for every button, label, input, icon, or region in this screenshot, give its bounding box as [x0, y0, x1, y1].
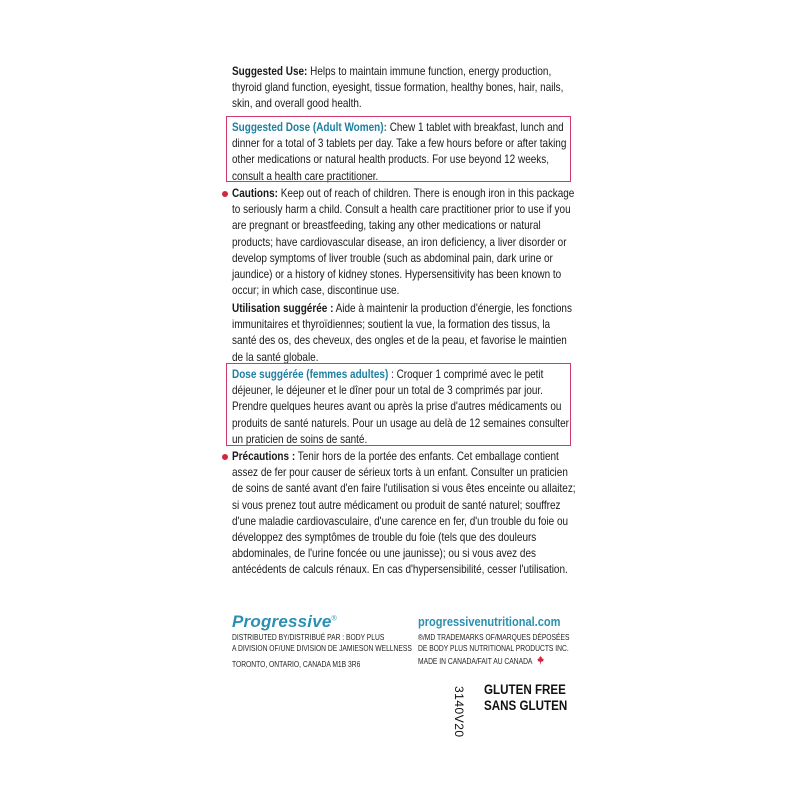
suggested-use-heading: Suggested Use:	[232, 65, 308, 78]
distributor-line-3: TORONTO, ONTARIO, CANADA M1B 3R6	[232, 660, 361, 669]
suggested-dose-box	[226, 116, 571, 182]
utilisation-text: Aide à maintenir la production d'énergie, les fonctions immunitaires et thyroïdiennes; soutient la vue, la formation des tissus, la santé des os, des cheveux, des ongles et de la peau, et favorise le maintien de la santé globale.	[232, 302, 572, 364]
progressive-logo	[232, 612, 337, 632]
utilisation-heading: Utilisation suggérée :	[232, 302, 334, 315]
distributor-line-1: DISTRIBUTED BY/DISTRIBUÉ PAR : BODY PLUS	[232, 633, 385, 642]
cautions-bullet	[222, 191, 228, 197]
cautions-section	[232, 186, 577, 299]
gluten-free-line: GLUTEN FREE	[484, 682, 566, 697]
cautions-heading: Cautions:	[232, 187, 278, 200]
suggested-use-section	[232, 64, 577, 113]
made-in-canada-line	[418, 655, 545, 668]
made-in-canada-text: MADE IN CANADA/FAIT AU CANADA	[418, 657, 533, 666]
dose-fr-text: : Croquer 1 comprimé avec le petit déjeuner, le déjeuner et le dîner pour un total de 3 comprimés par jour. Prendre quelques heures avant ou après la prise d'autres médicaments ou produits de santé naturels. Pour un usage au delà de 12 semaines consulter un praticien de soins de santé.	[232, 368, 570, 446]
precautions-text: Tenir hors de la portée des enfants. Cet emballage contient assez de fer pour causer de sérieux torts à un enfant. Consulter un praticien de soins de santé avant d'en faire l'utilisation si vous êtes enceinte ou allaitez; si vous prenez tout autre médicament ou produit de santé naturel; souffrez d'une maladie cardiovasculaire, d'une carence en fer, d'un trouble du foie ou développez des symptômes de trouble du foie (tels que des douleurs abdominales, de l'urine foncée ou une jaunisse); ou si vous avez des antécédents de calculs rénaux. En cas d'hypersensibilité, cesser l'utilisation.	[232, 450, 576, 577]
trademark-line-1: ®/MD TRADEMARKS OF/MARQUES DÉPOSÉES	[418, 633, 570, 642]
logo-mark: ®	[331, 615, 337, 623]
dose-fr-heading: Dose suggérée (femmes adultes)	[232, 368, 389, 381]
dose-fr-box	[226, 363, 571, 446]
suggested-dose-text: Chew 1 tablet with breakfast, lunch and dinner for a total of 3 tablets per day. Take a few hours before or after taking other medications or natural health products. For use beyond 12 weeks, consult a health care practitioner.	[232, 121, 567, 183]
sans-gluten-line: SANS GLUTEN	[484, 698, 568, 713]
cautions-text: Keep out of reach of children. There is enough iron in this package to seriously harm a child. Consult a health care practitioner prior to use if you are pregnant or breastfeeding, taking any other medications or natural products; have cardiovascular disease, an iron deficiency, a liver disorder or develop symptoms of liver trouble (such as abdominal pain, dark urine or jaundice) or a history of kidney stones. Hypersensitivity has been known to occur; in which case, discontinue use.	[232, 187, 575, 298]
utilisation-section	[232, 301, 577, 366]
trademark-line-2: DE BODY PLUS NUTRITIONAL PRODUCTS INC.	[418, 644, 569, 653]
gluten-free-badge	[484, 682, 567, 714]
suggested-use-text: Helps to maintain immune function, energy production, thyroid gland function, eyesight, tissue formation, healthy bones, hair, nails, skin, and overall good health.	[232, 65, 564, 111]
distributor-line-2: A DIVISION OF/UNE DIVISION DE JAMIESON WELLNESS	[232, 644, 412, 653]
suggested-dose-heading: Suggested Dose (Adult Women):	[232, 121, 387, 134]
product-code: 3140V20	[452, 686, 466, 738]
precautions-heading: Précautions :	[232, 450, 296, 463]
maple-leaf-icon	[536, 655, 545, 665]
website-link[interactable]: progressivenutritional.com	[418, 614, 561, 629]
precautions-bullet	[222, 454, 228, 460]
precautions-section	[232, 449, 577, 579]
logo-text: Progressive	[232, 612, 332, 631]
